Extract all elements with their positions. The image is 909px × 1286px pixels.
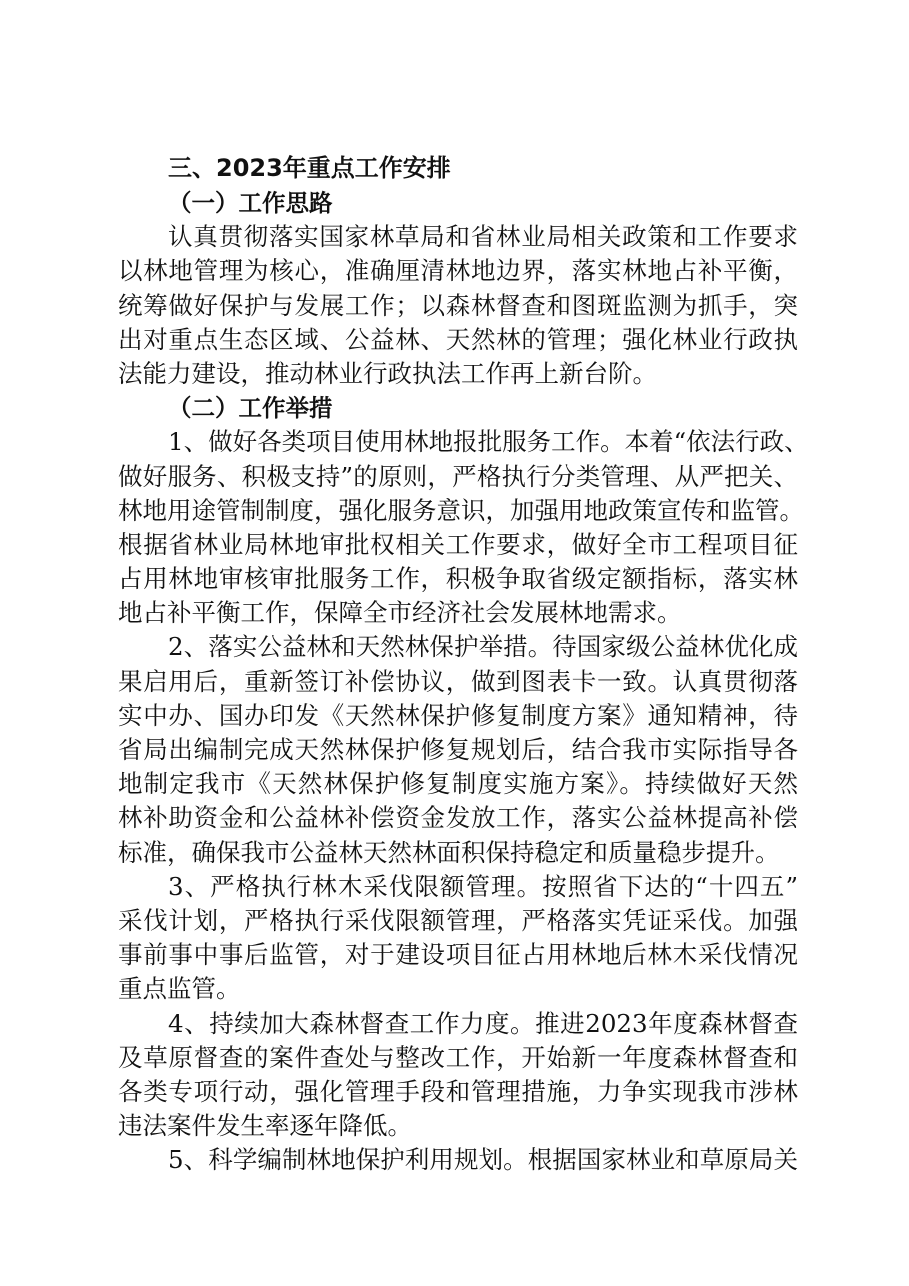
paragraph-line: 统筹做好保护与发展工作；以森林督查和图斑监测为抓手，突	[118, 290, 798, 320]
section-heading: 三、2023年重点工作安排	[168, 154, 451, 182]
paragraph-line: 林地用途管制制度，强化服务意识，加强用地政策宣传和监管。	[118, 495, 804, 525]
paragraph-line: 果启用后，重新签订补偿协议，做到图表卡一致。认真贯彻落	[118, 666, 798, 696]
measure-item-1	[118, 425, 809, 630]
paragraph-line: 1、做好各类项目使用林地报批服务工作。本着“依法行政、	[168, 427, 809, 457]
paragraph-line: 根据省林业局林地审批权相关工作要求，做好全市工程项目征	[118, 529, 798, 559]
paragraph-line: 做好服务、积极支持”的原则，严格执行分类管理、从严把关、	[118, 461, 798, 491]
measure-item-4	[118, 1007, 798, 1144]
paragraph-line: 各类专项行动，强化管理手段和管理措施，力争实现我市涉林	[118, 1076, 798, 1106]
paragraph-line: 法能力建设，推动林业行政执法工作再上新台阶。	[118, 358, 657, 388]
paragraph-line: 2、落实公益林和天然林保护举措。待国家级公益林优化成	[168, 632, 798, 662]
paragraph-line: 3、严格执行林木采伐限额管理。按照省下达的“十四五”	[168, 871, 798, 901]
measure-item-3	[118, 870, 798, 1007]
paragraph-line: 地占补平衡工作，保障全市经济社会发展林地需求。	[118, 598, 682, 628]
subsection-title-measures: （二）工作举措	[168, 394, 333, 423]
paragraph-line: 采伐计划，严格执行采伐限额管理，严格落实凭证采伐。加强	[118, 905, 798, 935]
measure-item-2	[118, 630, 798, 869]
paragraph-line: 实中办、国办印发《天然林保护修复制度方案》通知精神，待	[118, 700, 798, 730]
paragraph-line: 以林地管理为核心，准确厘清林地边界，落实林地占补平衡，	[118, 256, 798, 286]
paragraph-line: 认真贯彻落实国家林草局和省林业局相关政策和工作要求	[168, 222, 798, 252]
paragraph-line: 事前事中事后监管，对于建设项目征占用林地后林木采伐情况	[118, 940, 798, 970]
paragraph-line: 5、科学编制林地保护利用规划。根据国家林业和草原局关	[168, 1145, 798, 1175]
measure-item-5	[118, 1143, 798, 1177]
paragraph-line: 林补助资金和公益林补偿资金发放工作，落实公益林提高补偿	[118, 803, 798, 833]
paragraph-line: 标准，确保我市公益林天然林面积保持稳定和质量稳步提升。	[118, 837, 780, 867]
paragraph-line: 省局出编制完成天然林保护修复规划后，结合我市实际指导各	[118, 735, 798, 764]
document-body	[118, 150, 809, 1177]
paragraph-approach	[118, 220, 798, 391]
paragraph-line: 及草原督查的案件查处与整改工作，开始新一年度森林督查和	[118, 1042, 798, 1072]
paragraph-line: 违法案件发生率逐年降低。	[118, 1111, 412, 1141]
paragraph-line: 重点监管。	[118, 974, 241, 1004]
paragraph-line: 占用林地审核审批服务工作，积极争取省级定额指标，落实林	[118, 564, 798, 594]
subsection-title-approach: （一）工作思路	[168, 189, 333, 217]
paragraph-line: 出对重点生态区域、公益林、天然林的管理；强化林业行政执	[118, 324, 798, 354]
paragraph-line: 地制定我市《天然林保护修复制度实施方案》。持续做好天然	[118, 769, 798, 799]
paragraph-line: 4、持续加大森林督查工作力度。推进2023年度森林督查	[168, 1008, 798, 1038]
